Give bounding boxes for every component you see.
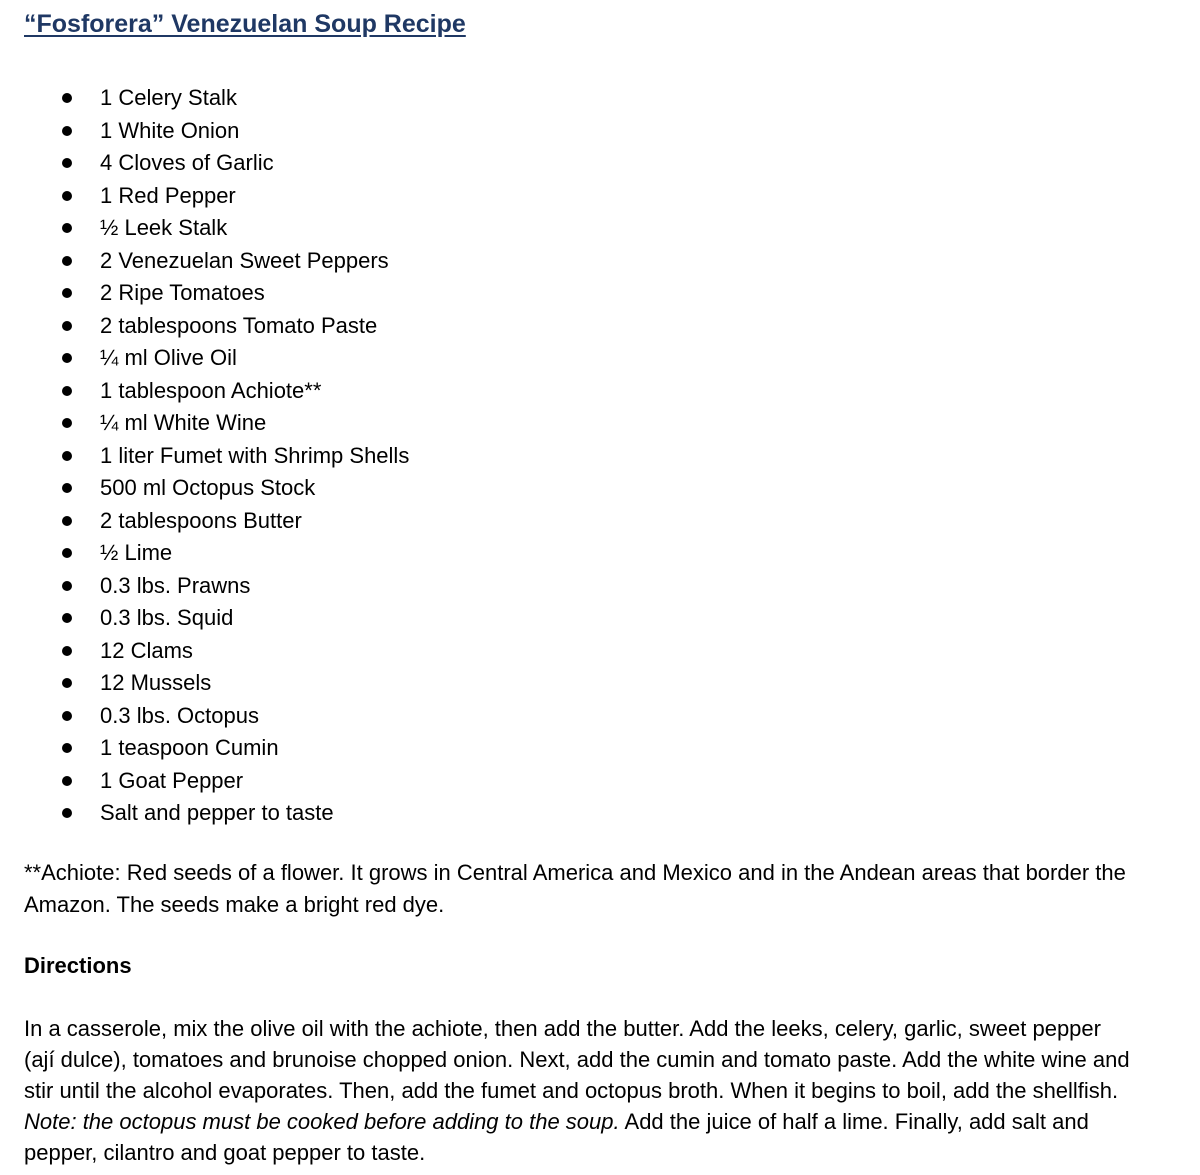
ingredient-item (24, 375, 409, 408)
ingredient-text: 1 White Onion (100, 117, 240, 143)
bullet-icon (62, 321, 72, 331)
bullet-icon (62, 646, 72, 656)
directions-text-part1: In a casserole, mix the olive oil with the achiote, then add the butter. Add the leeks, celery, garlic, sweet pepper (ají dulce), tomatoes and brunoise chopped onion. Next, add the cumin and tomato paste. Add the white wine and stir until the alcohol evaporates. Then, add the fumet and octopus broth. When it begins to boil, add the shellfish. (24, 1016, 1130, 1103)
ingredient-text: 1 Goat Pepper (100, 767, 244, 793)
ingredient-text: 12 Clams (100, 637, 193, 663)
bullet-icon (62, 126, 72, 136)
ingredient-text: 12 Mussels (100, 670, 212, 696)
ingredient-text: 4 Cloves of Garlic (100, 150, 274, 176)
ingredient-item (24, 212, 409, 245)
ingredient-text: 1 teaspoon Cumin (100, 735, 279, 761)
ingredient-text: 2 tablespoons Butter (100, 507, 302, 533)
ingredient-text: 0.3 lbs. Octopus (100, 702, 259, 728)
recipe-title: “Fosforera” Venezuelan Soup Recipe (24, 10, 466, 38)
directions-note: Note: the octopus must be cooked before adding to the soup. (24, 1109, 620, 1134)
ingredient-text: 2 Ripe Tomatoes (100, 280, 265, 306)
ingredient-text: 2 Venezuelan Sweet Peppers (100, 247, 389, 273)
ingredient-item (24, 342, 409, 375)
ingredient-item (24, 440, 409, 473)
ingredient-text: 2 tablespoons Tomato Paste (100, 312, 378, 338)
bullet-icon (62, 451, 72, 461)
ingredient-item (24, 245, 409, 278)
ingredient-item (24, 570, 409, 603)
ingredient-item (24, 115, 409, 148)
bullet-icon (62, 256, 72, 266)
ingredient-text: 500 ml Octopus Stock (100, 475, 316, 501)
ingredient-item (24, 700, 409, 733)
ingredient-item (24, 635, 409, 668)
bullet-icon (62, 223, 72, 233)
ingredient-item (24, 147, 409, 180)
ingredient-item (24, 472, 409, 505)
ingredient-text: 1 Red Pepper (100, 182, 236, 208)
ingredient-item (24, 310, 409, 343)
bullet-icon (62, 353, 72, 363)
ingredient-text: ½ Leek Stalk (100, 215, 228, 241)
ingredient-text: 0.3 lbs. Squid (100, 605, 234, 631)
achiote-footnote: **Achiote: Red seeds of a flower. It grows in Central America and Mexico and in the Andean areas that border the Amazon. The seeds make a bright red dye. (24, 860, 1126, 917)
bullet-icon (62, 581, 72, 591)
ingredient-item (24, 732, 409, 765)
ingredient-text: ¼ ml Olive Oil (100, 345, 237, 371)
ingredient-item (24, 505, 409, 538)
ingredient-list (24, 82, 409, 830)
ingredient-item (24, 82, 409, 115)
ingredient-item (24, 407, 409, 440)
directions-heading: Directions (24, 953, 132, 978)
bullet-icon (62, 418, 72, 428)
bullet-icon (62, 548, 72, 558)
bullet-icon (62, 711, 72, 721)
ingredient-item (24, 537, 409, 570)
ingredient-text: ¼ ml White Wine (100, 410, 267, 436)
ingredient-text: 0.3 lbs. Prawns (100, 572, 251, 598)
bullet-icon (62, 613, 72, 623)
bullet-icon (62, 808, 72, 818)
ingredient-item (24, 765, 409, 798)
bullet-icon (62, 678, 72, 688)
directions-paragraph (24, 1013, 1134, 1168)
ingredient-item (24, 180, 409, 213)
directions-text-part2: Add the juice of half a lime. Finally, add salt and pepper, cilantro and goat pepper to taste. (24, 1109, 1089, 1165)
ingredient-text: 1 Celery Stalk (100, 85, 237, 111)
ingredient-text: 1 liter Fumet with Shrimp Shells (100, 442, 410, 468)
ingredient-item (24, 797, 409, 830)
bullet-icon (62, 191, 72, 201)
ingredient-item (24, 667, 409, 700)
ingredient-text: 1 tablespoon Achiote** (100, 377, 322, 403)
bullet-icon (62, 516, 72, 526)
ingredient-text: ½ Lime (100, 540, 173, 566)
bullet-icon (62, 386, 72, 396)
bullet-icon (62, 743, 72, 753)
ingredient-text: Salt and pepper to taste (100, 800, 334, 826)
bullet-icon (62, 93, 72, 103)
bullet-icon (62, 288, 72, 298)
bullet-icon (62, 158, 72, 168)
bullet-icon (62, 483, 72, 493)
ingredient-item (24, 602, 409, 635)
ingredient-item (24, 277, 409, 310)
bullet-icon (62, 776, 72, 786)
